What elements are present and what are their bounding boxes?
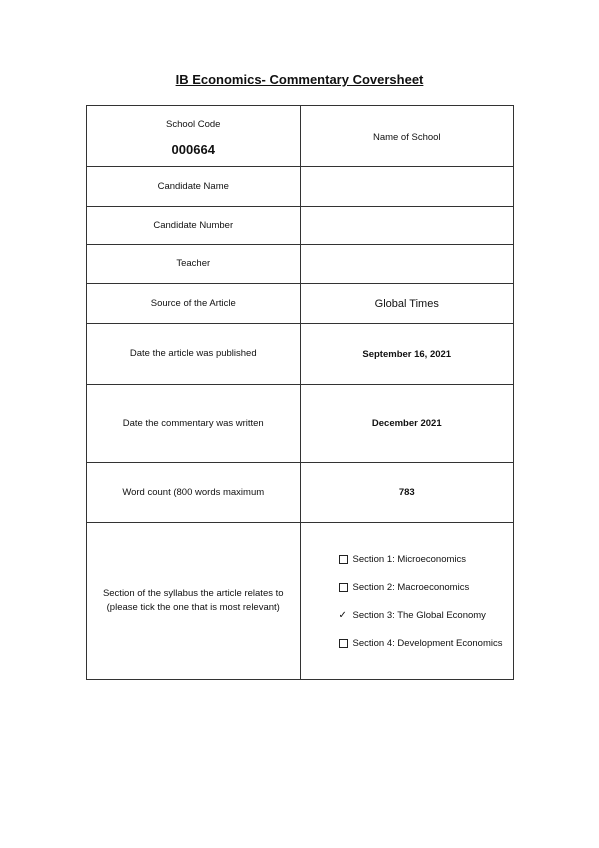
option-label: Section 4: Development Economics xyxy=(352,637,503,649)
date-published-label: Date the article was published xyxy=(87,324,301,385)
teacher-field[interactable] xyxy=(300,245,514,284)
coversheet-table xyxy=(86,105,514,680)
checkbox-icon[interactable] xyxy=(339,583,348,592)
candidate-number-row xyxy=(87,207,514,245)
candidate-name-field[interactable] xyxy=(300,167,514,207)
school-name-cell[interactable] xyxy=(300,106,514,167)
date-written-value[interactable]: December 2021 xyxy=(300,385,514,463)
date-written-row xyxy=(87,385,514,463)
school-code-cell xyxy=(87,106,301,167)
syllabus-row xyxy=(87,523,514,680)
school-code-label: School Code xyxy=(166,118,221,130)
school-row xyxy=(87,106,514,167)
school-code-value: 000664 xyxy=(171,141,215,157)
teacher-label: Teacher xyxy=(87,245,301,284)
candidate-number-field[interactable] xyxy=(300,207,514,245)
checkbox-icon[interactable] xyxy=(339,639,348,648)
syllabus-option-4[interactable] xyxy=(339,629,514,657)
school-name-label: Name of School xyxy=(372,132,441,143)
source-row xyxy=(87,284,514,324)
date-published-value[interactable]: September 16, 2021 xyxy=(300,324,514,385)
option-label: Section 1: Microeconomics xyxy=(352,553,467,565)
syllabus-options xyxy=(301,545,514,657)
candidate-number-label: Candidate Number xyxy=(87,207,301,245)
candidate-name-label: Candidate Name xyxy=(87,167,301,207)
checkmark-icon[interactable]: ✓ xyxy=(338,609,347,621)
syllabus-option-1[interactable] xyxy=(339,545,514,573)
date-published-row xyxy=(87,324,514,385)
syllabus-label: Section of the syllabus the article relates to (please tick the one that is most relevant) xyxy=(87,523,301,680)
syllabus-option-3[interactable] xyxy=(339,601,514,629)
syllabus-option-2[interactable] xyxy=(339,573,514,601)
date-written-label: Date the commentary was written xyxy=(87,385,301,463)
option-label: Section 3: The Global Economy xyxy=(352,609,486,621)
page-title: IB Economics- Commentary Coversheet xyxy=(175,72,424,87)
option-label: Section 2: Macroeconomics xyxy=(352,581,470,593)
word-count-value[interactable]: 783 xyxy=(300,463,514,523)
word-count-label: Word count (800 words maximum xyxy=(87,463,301,523)
source-label: Source of the Article xyxy=(87,284,301,324)
candidate-name-row xyxy=(87,167,514,207)
checkbox-icon[interactable] xyxy=(339,555,348,564)
teacher-row xyxy=(87,245,514,284)
syllabus-options-cell xyxy=(300,523,514,680)
source-value[interactable]: Global Times xyxy=(300,284,514,324)
word-count-row xyxy=(87,463,514,523)
